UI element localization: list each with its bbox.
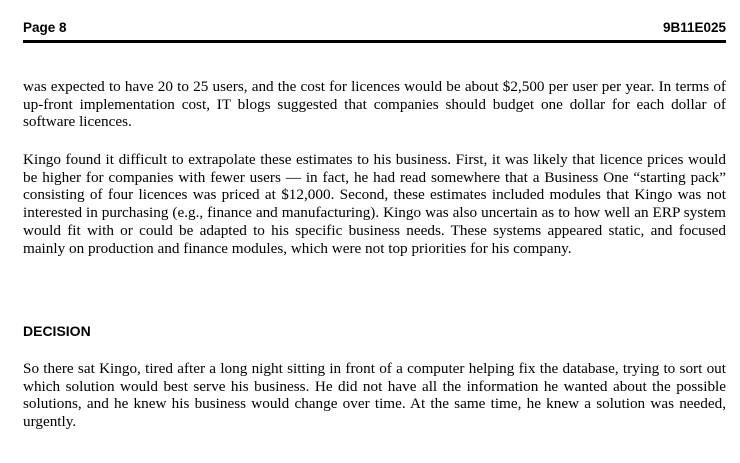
document-page — [23, 0, 726, 431]
body-paragraph: Kingo found it difficult to extrapolate these estimates to his business. First, it was likely that licence prices would be higher for companies with fewer users — in fact, he had read somewhere that a Business One “starting pack” consisting of four licences was priced at $12,000. Second, these estimates included modules that Kingo was not interested in purchasing (e.g., finance and manufacturing). Kingo was also uncertain as to how well an ERP system would fit with or could be adapted to his specific business needs. These systems appeared static, and focused mainly on production and finance modules, which were not top priorities for his company. — [23, 151, 726, 257]
page-header — [23, 0, 726, 43]
body-paragraph: was expected to have 20 to 25 users, and the cost for licences would be about $2,500 per user per year. In terms of up-front implementation cost, IT blogs suggested that companies should budget one dollar for each dollar of software licences. — [23, 78, 726, 131]
document-code: 9B11E025 — [662, 20, 726, 35]
page-number: Page 8 — [23, 20, 67, 35]
body-paragraph: So there sat Kingo, tired after a long night sitting in front of a computer helping fix the database, trying to sort out which solution would best serve his business. He did not have all the information he wanted about the possible solutions, and he knew his business would change over time. At the same time, he knew a solution was needed, urgently. — [23, 360, 726, 431]
section-heading: DECISION — [23, 323, 91, 339]
